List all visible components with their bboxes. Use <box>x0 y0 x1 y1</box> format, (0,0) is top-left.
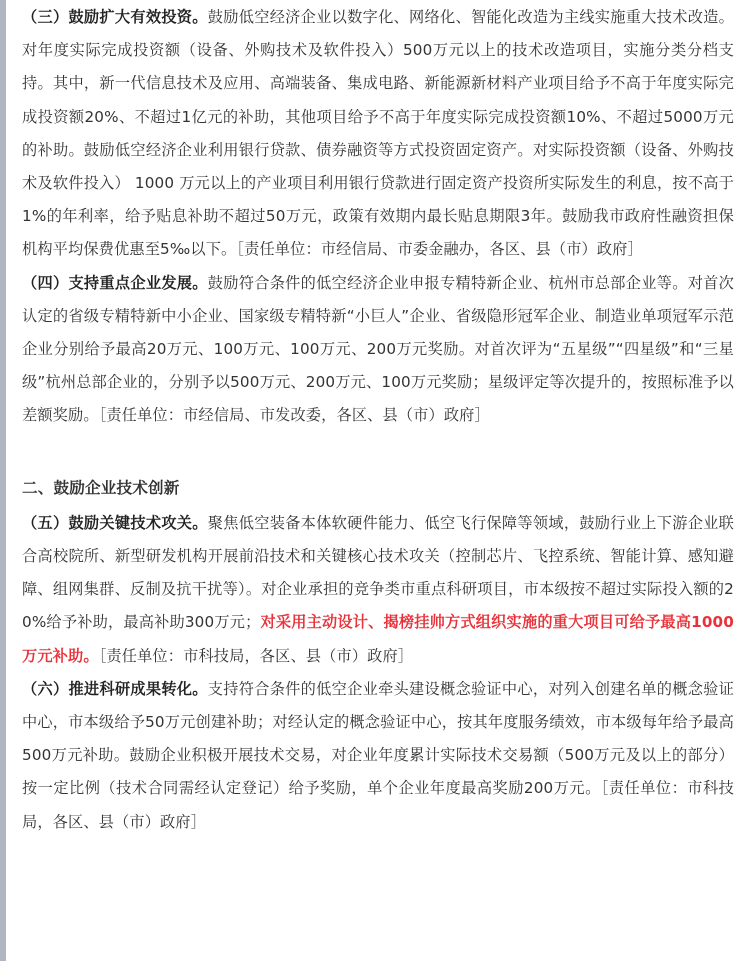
heading-tech-innovation: 二、鼓励企业技术创新 <box>22 478 180 497</box>
section-3-lead: （三）鼓励扩大有效投资。 <box>22 8 208 26</box>
section-3-body: 鼓励低空经济企业以数字化、网络化、智能化改造为主线实施重大技术改造。对年度实际完成投资额（设备、外购技术及软件投入）500万元以上的技术改造项目，实施分类分档支持。其中，新一代信息技术及应用、高端装备、集成电路、新能源新材料产业项目给予不高于年度实际完成投资额20%、不超过1亿元的补助，其他项目给予不高于年度实际完成投资额10%、不超过5000万元的补助。鼓励低空经济企业利用银行贷款、债券融资等方式投资固定资产。对实际投资额（设备、外购技术及软件投入） 1000 万元以上的产业项目利用银行贷款进行固定资产投资所实际发生的利息，按不高于1%的年利率，给予贴息补助不超过50万元，政策有效期内最长贴息期限3年。鼓励我市政府性融资担保机构平均保费优惠至5‰以下。［责任单位：市经信局、市委金融办，各区、县（市）政府］ <box>22 8 734 259</box>
section-6-body: 支持符合条件的低空企业牵头建设概念验证中心，对列入创建名单的概念验证中心，市本级给予50万元创建补助；对经认定的概念验证中心，按其年度服务绩效，市本级每年给予最高500万元补助。鼓励企业积极开展技术交易，对企业年度累计实际技术交易额（500万元及以上的部分）按一定比例（技术合同需经认定登记）给予奖励，单个企业年度最高奖励200万元。［责任单位：市科技局，各区、县（市）政府］ <box>22 679 734 831</box>
section-4-lead: （四）支持重点企业发展。 <box>22 273 208 292</box>
paragraph-section-5 <box>22 507 734 673</box>
section-5-tail: ［责任单位：市科技局，各区、县（市）政府］ <box>98 646 414 665</box>
section-6-lead: （六）推进科研成果转化。 <box>22 679 208 698</box>
paragraph-section-6 <box>22 673 734 839</box>
article-content <box>22 0 734 839</box>
paragraph-section-3 <box>22 1 734 267</box>
left-border-bar <box>0 0 6 961</box>
paragraph-section-4 <box>22 267 734 433</box>
section-5-lead: （五）鼓励关键技术攻关。 <box>22 513 208 532</box>
section-5-highlight: 对采用主动设计、揭榜挂帅方式组织实施的重大项目可给予最高1000万元补助。 <box>22 613 734 665</box>
section-5-body: 聚焦低空装备本体软硬件能力、低空飞行保障等领域，鼓励行业上下游企业联合高校院所、新型研发机构开展前沿技术和关键核心技术攻关（控制芯片、飞控系统、智能计算、感知避障、组网集群、反制及抗干扰等）。对企业承担的竞争类市重点科研项目，市本级按不超过实际投入额的20%给予补助，最高补助300万元； <box>22 513 734 632</box>
section-4-body: 鼓励符合条件的低空经济企业申报专精特新企业、杭州市总部企业等。对首次认定的省级专精特新中小企业、国家级专精特新“小巨人”企业、省级隐形冠军企业、制造业单项冠军示范企业分别给予最高20万元、100万元、100万元、200万元奖励。对首次评为“五星级”“四星级”和“三星级”杭州总部企业的，分别予以500万元、200万元、100万元奖励；星级评定等次提升的，按照标准予以差额奖励。［责任单位：市经信局、市发改委，各区、县（市）政府］ <box>22 273 734 425</box>
